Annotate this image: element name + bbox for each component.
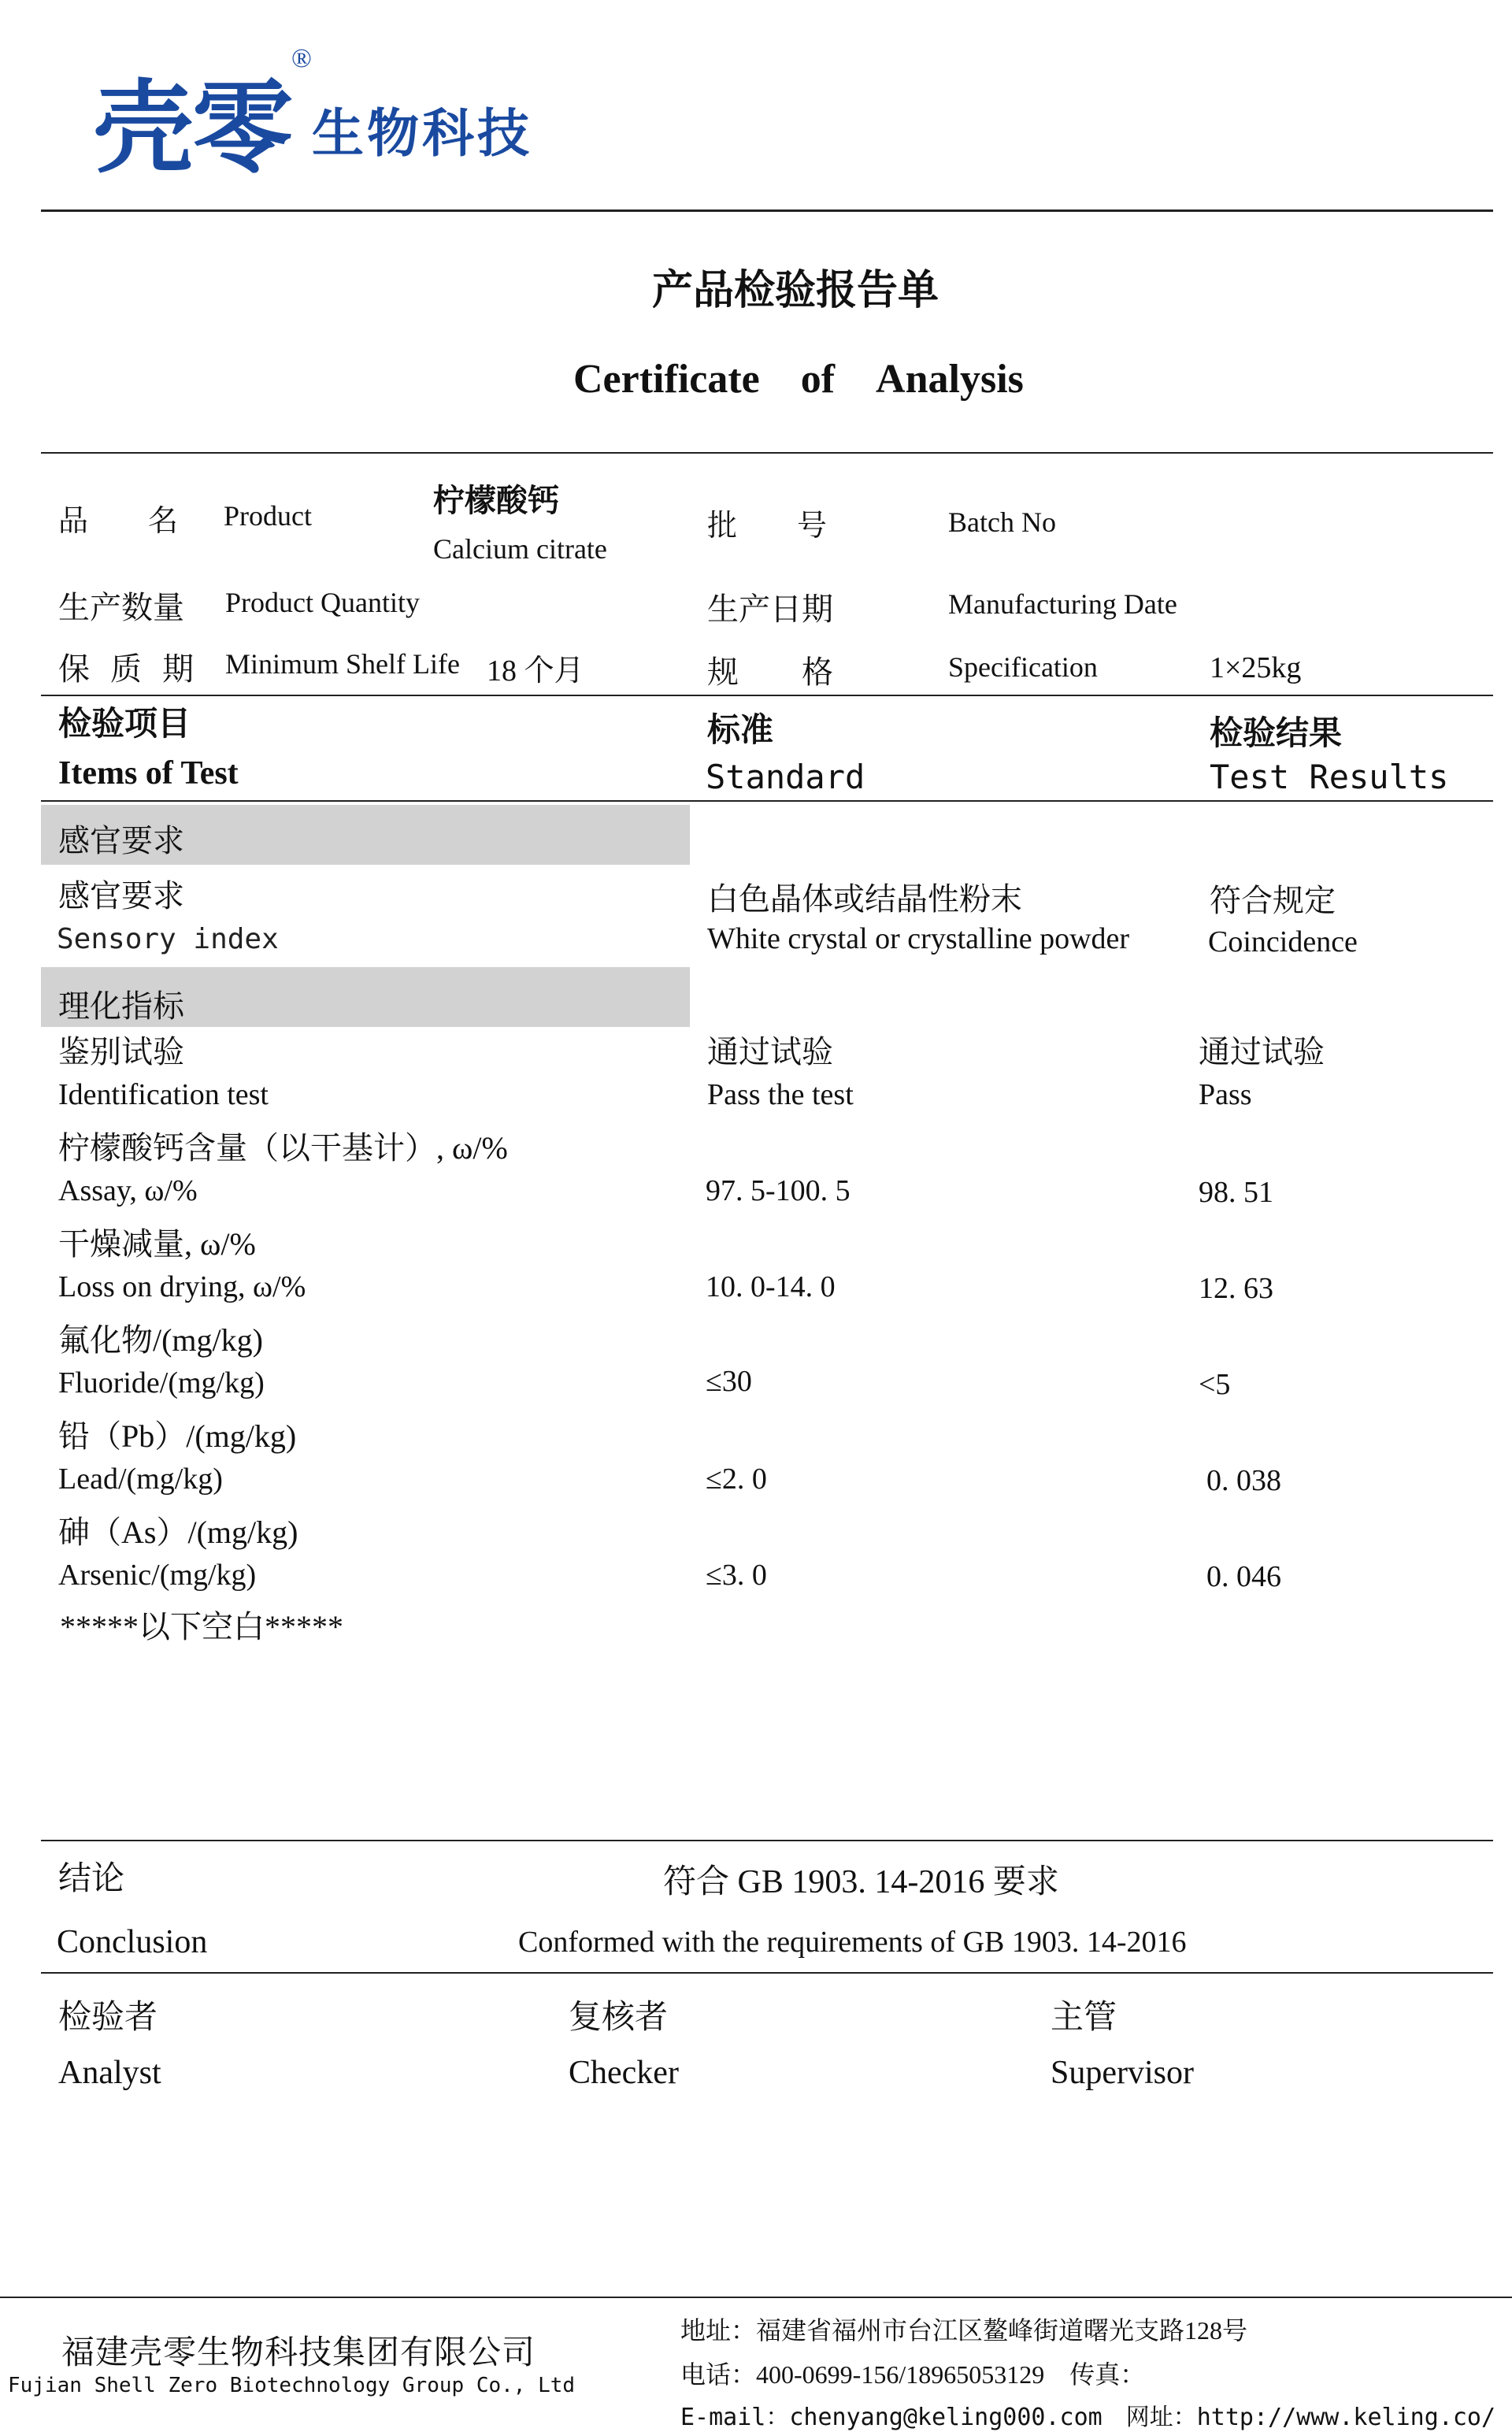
title-cn: 产品检验报告单 — [651, 269, 939, 313]
standard-header-en: Standard — [706, 758, 865, 796]
logo-suffix: 生物科技 — [312, 106, 532, 163]
physchem-section-title: 理化指标 — [58, 988, 184, 1024]
batch-label-cn: 批 号 — [707, 510, 828, 543]
item-cn: 感官要求 — [58, 878, 184, 914]
standard-value: 97. 5-100. 5 — [706, 1174, 850, 1207]
item-en: Lead/(mg/kg) — [58, 1463, 223, 1496]
title-en-word-of: of — [800, 357, 836, 402]
analyst-label-en: Analyst — [58, 2055, 161, 2091]
item-cn: 柠檬酸钙含量（以干基计）, ω/% — [58, 1130, 508, 1166]
result-en: Coincidence — [1208, 925, 1358, 958]
sensory-section-title: 感官要求 — [58, 823, 184, 858]
conclusion-bottom-divider — [41, 1972, 1493, 1974]
item-en: Assay, ω/% — [58, 1174, 198, 1207]
title-divider — [41, 452, 1493, 454]
product-value-en: Calcium citrate — [433, 533, 607, 565]
title-en — [573, 356, 1024, 402]
title-en-word-analysis: Analysis — [876, 357, 1024, 402]
footer-contact: E-mail：chenyang@keling000.com 网址：http://www.keling.co/ — [680, 2404, 1496, 2431]
footer-company-cn: 福建壳零生物科技集团有限公司 — [61, 2335, 536, 2371]
spec-label-en: Specification — [948, 651, 1098, 683]
result-en: Pass — [1199, 1078, 1252, 1111]
logo — [93, 44, 565, 185]
standard-value: ≤2. 0 — [706, 1463, 767, 1496]
item-cn: 干燥减量, ω/% — [58, 1226, 256, 1262]
title-en-word-certificate: Certificate — [573, 357, 760, 402]
footer-address: 地址：福建省福州市台江区鳌峰街道曙光支路128号 — [680, 2316, 1248, 2345]
result-value: 0. 046 — [1206, 1560, 1281, 1593]
standard-value: ≤3. 0 — [706, 1559, 767, 1592]
footer-company-en: Fujian Shell Zero Biotechnology Group Co., Ltd — [8, 2374, 576, 2397]
item-cn: 氟化物/(mg/kg) — [58, 1322, 263, 1358]
footer-divider — [0, 2297, 1512, 2298]
standard-value: 10. 0-14. 0 — [706, 1270, 836, 1303]
result-value: 98. 51 — [1199, 1176, 1273, 1209]
result-cn: 符合规定 — [1210, 883, 1336, 918]
item-en: Sensory index — [57, 923, 279, 955]
conclusion-label-cn: 结论 — [58, 1861, 125, 1897]
item-cn: 铅（Pb）/(mg/kg) — [58, 1418, 297, 1454]
product-label-cn: 品 名 — [58, 505, 179, 538]
logo-brand: 壳零 — [93, 73, 292, 185]
header-divider — [41, 209, 1493, 212]
shelf-value: 18 个月 — [487, 654, 584, 688]
quantity-label-cn: 生产数量 — [58, 590, 184, 625]
standard-cn: 通过试验 — [707, 1034, 833, 1070]
conclusion-top-divider — [41, 1840, 1493, 1841]
conclusion-label-en: Conclusion — [57, 1924, 208, 1960]
product-label-en: Product — [224, 500, 312, 532]
item-en: Arsenic/(mg/kg) — [58, 1559, 257, 1592]
blank-below-note: *****以下空白***** — [60, 1609, 343, 1644]
standard-en: Pass the test — [707, 1078, 854, 1111]
info-divider — [41, 695, 1493, 696]
items-header-en: Items of Test — [58, 755, 239, 792]
spec-label-cn: 规 格 — [707, 654, 833, 690]
table-header-divider — [41, 800, 1493, 802]
footer-phone: 电话：400-0699-156/18965053129 传真： — [680, 2360, 1146, 2389]
mfg-date-label-en: Manufacturing Date — [948, 588, 1177, 620]
logo-registered-mark: ® — [291, 44, 312, 73]
checker-label-en: Checker — [569, 2055, 679, 2091]
item-cn: 鉴别试验 — [58, 1034, 184, 1070]
checker-label-cn: 复核者 — [569, 2000, 669, 2036]
spec-value: 1×25kg — [1210, 651, 1302, 684]
standard-en: White crystal or crystalline powder — [707, 922, 1130, 955]
analyst-label-cn: 检验者 — [58, 2000, 158, 2036]
mfg-date-label-cn: 生产日期 — [707, 591, 833, 627]
batch-label-en: Batch No — [948, 506, 1056, 538]
result-value: <5 — [1199, 1368, 1231, 1401]
supervisor-label-cn: 主管 — [1051, 2000, 1117, 2036]
shelf-label-en: Minimum Shelf Life — [225, 648, 460, 680]
result-cn: 通过试验 — [1199, 1034, 1325, 1070]
conclusion-value-en: Conformed with the requirements of GB 1903. 14-2016 — [518, 1926, 1187, 1959]
results-header-cn: 检验结果 — [1210, 716, 1343, 752]
shelf-label-cn: 保 质 期 — [58, 651, 200, 687]
supervisor-label-en: Supervisor — [1051, 2055, 1194, 2091]
item-en: Identification test — [58, 1078, 269, 1111]
standard-header-cn: 标准 — [707, 713, 774, 749]
result-value: 0. 038 — [1206, 1464, 1281, 1497]
item-en: Fluoride/(mg/kg) — [58, 1366, 265, 1400]
conclusion-value-cn: 符合 GB 1903. 14-2016 要求 — [663, 1864, 1059, 1900]
quantity-label-en: Product Quantity — [225, 587, 420, 618]
item-en: Loss on drying, ω/% — [58, 1270, 306, 1303]
result-value: 12. 63 — [1199, 1272, 1273, 1305]
item-cn: 砷（As）/(mg/kg) — [58, 1514, 298, 1550]
items-header-cn: 检验项目 — [58, 706, 191, 743]
product-value-cn: 柠檬酸钙 — [433, 483, 559, 518]
results-header-en: Test Results — [1210, 758, 1449, 796]
standard-cn: 白色晶体或结晶性粉末 — [707, 881, 1022, 917]
standard-value: ≤30 — [706, 1365, 752, 1398]
